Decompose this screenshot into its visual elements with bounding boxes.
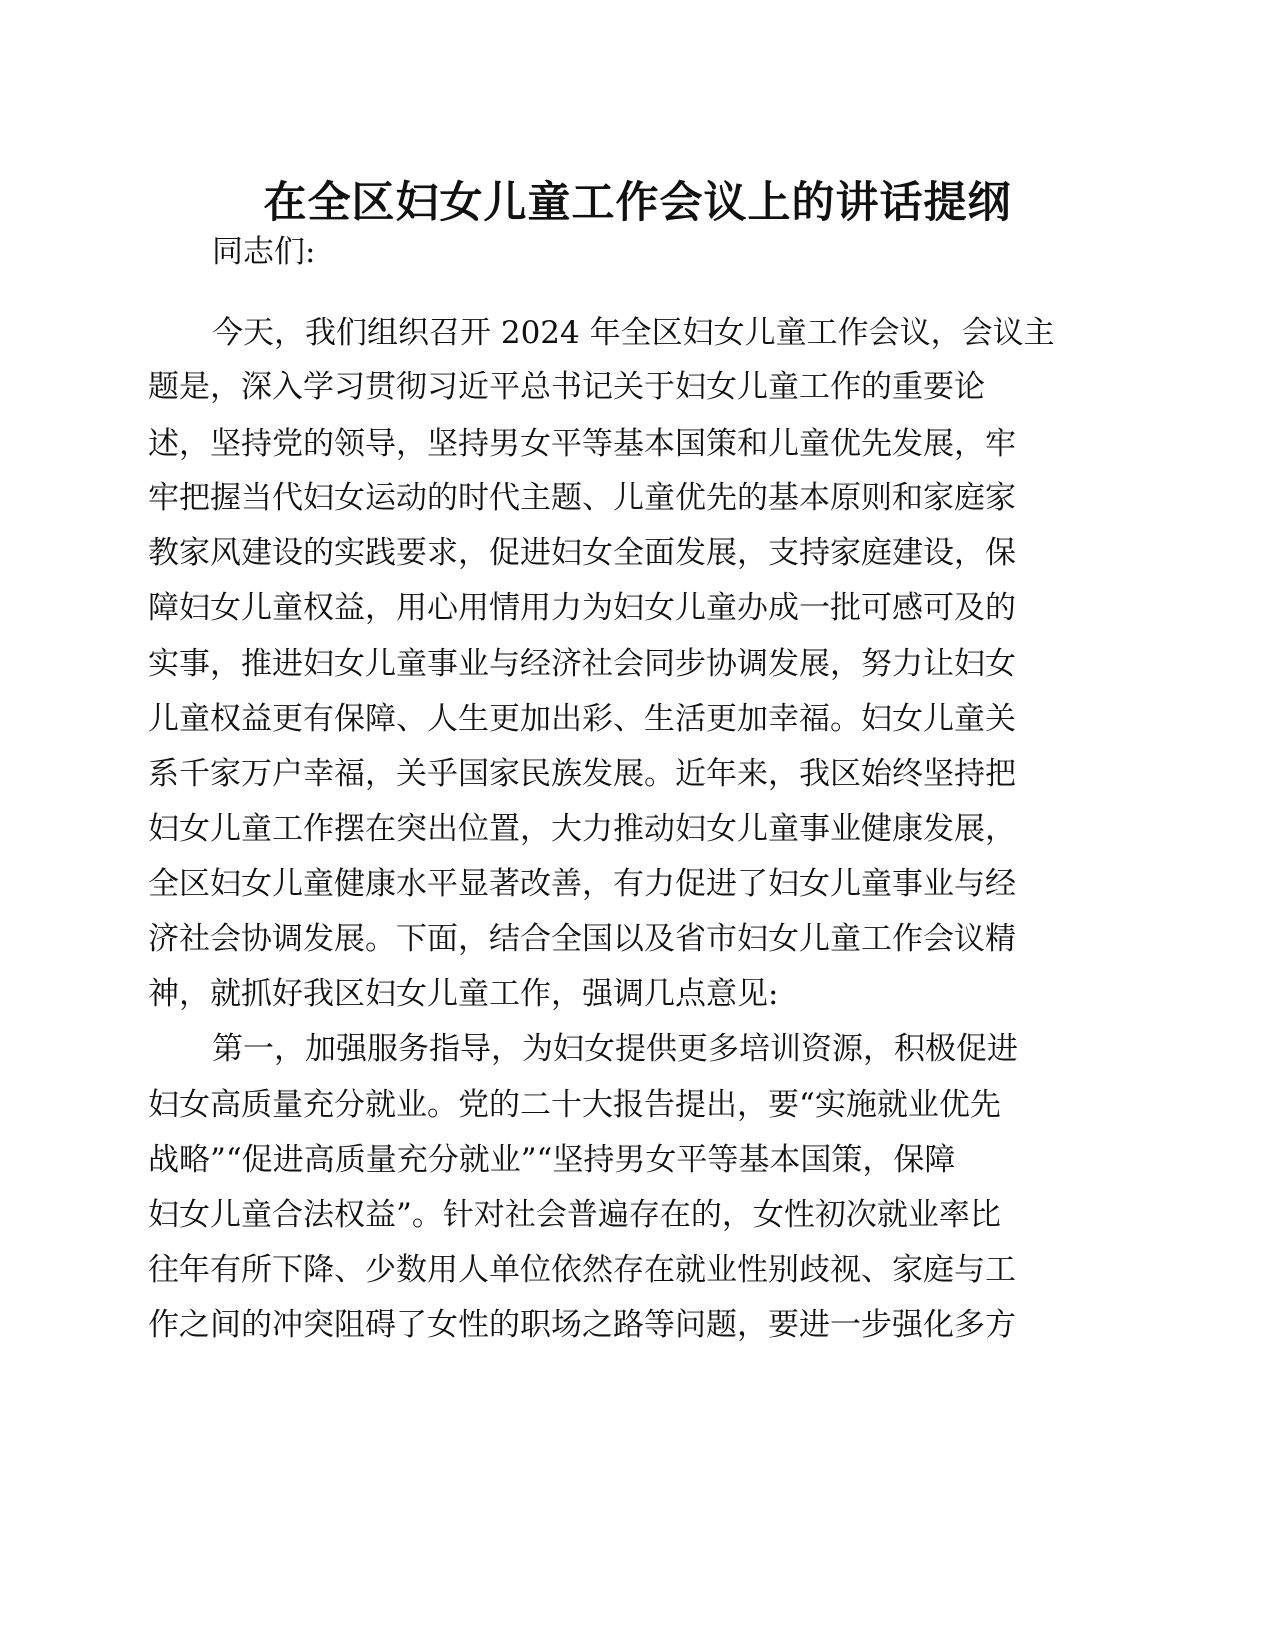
body-line: 神，就抓好我区妇女儿童工作，强调几点意见: (148, 976, 779, 1012)
body-line: 系千家万户幸福，关乎国家民族发展。近年来，我区始终坚持把 (148, 756, 1016, 792)
body-line: 教家风建设的实践要求，促进妇女全面发展，支持家庭建设，保 (148, 535, 1016, 571)
body-line: 题是，深入学习贯彻习近平总书记关于妇女儿童工作的重要论 (148, 369, 985, 405)
body-line: 往年有所下降、少数用人单位依然存在就业性别歧视、家庭与工 (148, 1252, 1016, 1288)
document-title: 在全区妇女儿童工作会议上的讲话提纲 (263, 178, 1012, 228)
body-line: 儿童权益更有保障、人生更加出彩、生活更加幸福。妇女儿童关 (148, 701, 1016, 737)
body-line: 实事，推进妇女儿童事业与经济社会同步协调发展，努力让妇女 (148, 646, 1016, 682)
body-line: 今天，我们组织召开 2024 年全区妇女儿童工作会议，会议主 (212, 315, 1055, 351)
body-line: 妇女儿童合法权益”。针对社会普遍存在的，女性初次就业率比 (148, 1197, 1001, 1233)
body-line: 战略”“促进高质量充分就业”“坚持男女平等基本国策，保障 (148, 1142, 956, 1178)
body-line: 妇女高质量充分就业。党的二十大报告提出，要“实施就业优先 (148, 1087, 1001, 1123)
body-line: 作之间的冲突阻碍了女性的职场之路等问题，要进一步强化多方 (148, 1307, 1016, 1343)
body-line: 障妇女儿童权益，用心用情用力为妇女儿童办成一批可感可及的 (148, 590, 1016, 626)
body-line: 述，坚持党的领导，坚持男女平等基本国策和儿童优先发展，牢 (148, 426, 1016, 462)
body-line: 第一，加强服务指导，为妇女提供更多培训资源，积极促进 (212, 1031, 1018, 1067)
body-line: 妇女儿童工作摆在突出位置，大力推动妇女儿童事业健康发展， (148, 811, 1016, 847)
salutation-line: 同志们: (212, 234, 316, 270)
body-line: 牢把握当代妇女运动的时代主题、儿童优先的基本原则和家庭家 (148, 480, 1016, 516)
body-line: 济社会协调发展。下面，结合全国以及省市妇女儿童工作会议精 (148, 921, 1016, 957)
body-line: 全区妇女儿童健康水平显著改善，有力促进了妇女儿童事业与经 (148, 866, 1016, 902)
